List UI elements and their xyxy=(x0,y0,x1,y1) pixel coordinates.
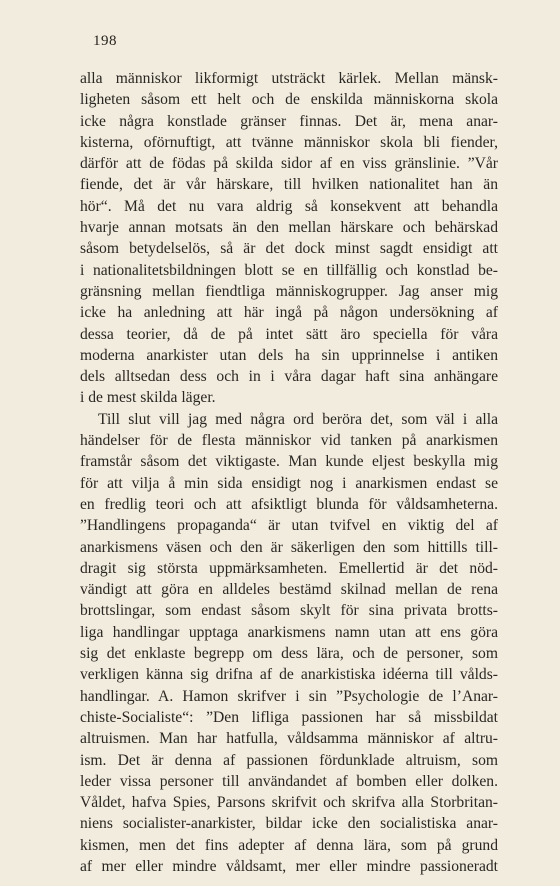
text-line: Våldet, hafva Spies, Parsons skrifvit och skrifva alla Storbritan- xyxy=(80,794,498,812)
text-line: niens socialister-anarkister, bildar icke den socialistiska anar- xyxy=(80,815,498,833)
text-line: handlingar. A. Hamon skrifver i sin ”Psychologie de l’Anar- xyxy=(80,687,498,705)
text-line: framstår såsom det viktigaste. Man kunde eljest beskylla mig xyxy=(80,453,498,471)
text-line: alla människor likformigt utsträckt kärlek. Mellan mänsk- xyxy=(80,70,498,87)
text-line: en fredlig teori och att afsiktligt blunda för våldsamheterna. xyxy=(80,495,498,513)
text-line: verkligen känna sig drifna af de anarkistiska idéerna till vålds- xyxy=(80,666,498,684)
text-line: för att vilja å min sida ensidigt nog i anarkismen endast se xyxy=(80,474,498,492)
text-line: kismen, men det fins adepter af denna lära, som på grund xyxy=(80,836,498,854)
text-line: såsom betydelselös, så är det dock minst sagdt ensidigt att xyxy=(80,240,498,258)
text-line: ”Handlingens propaganda“ är utan tvifvel en viktig del af xyxy=(80,517,498,535)
text-line: i de mest skilda läger. xyxy=(80,389,216,407)
text-line: kisterna, oförnuftigt, att tvänne människor skola bli fiender, xyxy=(80,133,498,151)
text-line: dels alltsedan dess och in i våra dagar haft sina anhängare xyxy=(80,368,498,386)
text-line: ligheten såsom ett helt och de enskilda människorna skola xyxy=(80,91,498,109)
text-line: därför att de födas på skilda sidor af en viss gränslinie. ”Vår xyxy=(80,155,498,173)
text-line: händelser för de flesta människor vid tanken på anarkismen xyxy=(80,432,498,450)
text-line: icke några konstlade gränser finnas. Det är, mena anar- xyxy=(80,112,498,130)
text-line: leder vissa personer till användandet af bomben eller dolken. xyxy=(80,772,498,790)
text-line: icke ha anledning att här ingå på någon undersökning af xyxy=(80,304,498,322)
text-line: sig det enklaste begrepp om dess lära, och de personer, som xyxy=(80,645,498,663)
text-line: af mer eller mindre våldsamt, mer eller mindre passioneradt xyxy=(80,857,498,875)
text-line: i nationalitetsbildningen blott se en tillfällig och konstlad be- xyxy=(80,261,498,279)
text-line: hvarje annan motsats än den mellan härskare och behärskad xyxy=(80,219,498,237)
text-line: Till slut vill jag med några ord beröra det, som väl i alla xyxy=(98,410,498,428)
text-line: chiste-Socialiste“: ”Den lifliga passionen har så missbildat xyxy=(80,708,498,726)
text-line: gränsning mellan fiendtliga människogrupper. Jag anser mig xyxy=(80,282,498,300)
text-line: hör“. Må det nu vara aldrig så konsekvent att behandla xyxy=(80,197,498,215)
text-line: brottslingar, som endast såsom skylt för sina privata brotts- xyxy=(80,602,498,620)
text-line: anarkismens väsen och den är säkerligen den som hittills till- xyxy=(80,538,498,556)
text-line: altruismen. Man har hatfulla, våldsamma människor af altru- xyxy=(80,730,498,748)
text-line: ism. Det är denna af passionen fördunklade altruism, som xyxy=(80,751,498,769)
text-line: vändigt att göra en alldeles bestämd skilnad mellan de rena xyxy=(80,581,498,599)
text-line: dessa teorier, då de på intet sätt äro speciella för våra xyxy=(80,325,498,343)
page-number: 198 xyxy=(93,33,117,49)
body-text xyxy=(80,68,498,877)
text-line: liga handlingar upptaga anarkismens namn utan att ens göra xyxy=(80,623,498,641)
text-line: fiende, det är vår härskare, till hvilken nationalitet han än xyxy=(80,176,498,194)
text-line: dragit sig största uppmärksamheten. Emellertid är det nöd- xyxy=(80,559,498,577)
text-line: moderna anarkister utan dels ha sin upprinnelse i antiken xyxy=(80,346,498,364)
